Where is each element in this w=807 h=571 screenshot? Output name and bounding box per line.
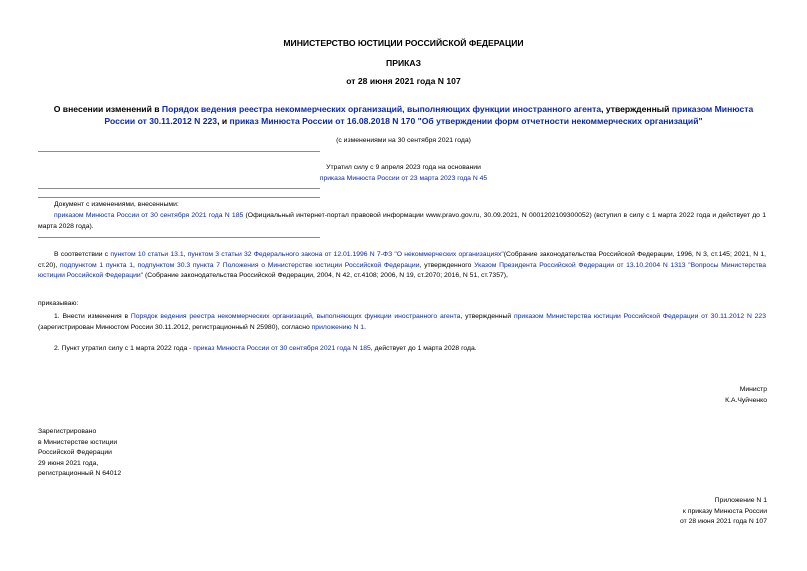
item1-text-3: (зарегистрирован Минюстом России 30.11.2012, регистрационный N 25980), согласно [38, 323, 312, 331]
basis-text-2: , [183, 251, 188, 258]
item1-link-appendix-1[interactable]: приложению N 1 [311, 323, 365, 331]
appendix-line: к приказу Минюста России [682, 507, 767, 515]
basis-paragraph [38, 250, 766, 282]
document-date-number: от 28 июня 2021 года N 107 [346, 76, 461, 86]
item2-text-2: , действует до 1 марта 2028 года. [370, 345, 477, 352]
changes-note: (с изменениями на 30 сентября 2021 года) [336, 137, 471, 144]
basis-text-4: , [133, 261, 138, 269]
expired-note: Утратил силу с 9 апреля 2023 года на основании [326, 164, 481, 171]
order-word: приказываю: [38, 300, 79, 307]
item1-text-2: , утвержденный [460, 313, 514, 320]
expired-order-link[interactable]: приказа Минюста России от 23 марта 2023 года N 45 [319, 175, 488, 182]
ministry-name: МИНИСТЕРСТВО ЮСТИЦИИ РОССИЙСКОЙ ФЕДЕРАЦИИ [283, 38, 524, 48]
title-text-1: О внесении изменений в [53, 104, 162, 114]
expired-note-link-line [0, 174, 807, 185]
registration-line: в Министерстве юстиции [38, 438, 118, 446]
divider [38, 237, 320, 238]
signature-block [725, 385, 767, 406]
title-text-3: , и [217, 115, 230, 126]
changes-body [38, 211, 766, 232]
item1-text-4: . [364, 323, 366, 331]
changes-heading: Документ с изменениями, внесенными: [54, 201, 179, 208]
appendix-header [680, 496, 767, 528]
divider [38, 188, 320, 189]
basis-link-subpoint-1[interactable]: подпунктом 1 пункта 1 [60, 261, 134, 269]
item2-link-order-185[interactable]: приказ Минюста России от 30 сентября 2021 года N 185 [193, 345, 371, 352]
order-item-1 [38, 312, 766, 333]
document-type: ПРИКАЗ [386, 58, 421, 68]
registration-line: 29 июня 2021 года, [38, 459, 99, 467]
order-item-2 [54, 344, 477, 355]
title-link-order-223[interactable]: приказом Минюста России от 30.11.2012 N 223 [104, 104, 754, 126]
registration-block [38, 427, 121, 480]
item2-text-1: 2. Пункт утратил силу с 1 марта 2022 года - [54, 345, 194, 352]
basis-link-subpoint-30-3[interactable]: подпунктом 30.3 пункта 7 Положения о Министерстве юстиции Российской Федерации [137, 261, 420, 269]
appendix-line: от 28 июня 2021 года N 107 [679, 518, 767, 526]
item1-link-order-223[interactable]: приказом Министерства юстиции Российской Федерации от 30.11.2012 N 223 [513, 313, 766, 320]
changes-order-185-link[interactable]: приказом Минюста России от 30 сентября 2021 года N 185 [54, 212, 244, 219]
title-text-2: , утвержденный [601, 104, 672, 114]
appendix-line: Приложение N 1 [714, 497, 767, 504]
basis-text-6: (Собрание законодательства Российской Федерации, 2004, N 42, ст.4108; 2006, N 19, ст.2070; 2016, N 51, ст.7357), [143, 272, 508, 280]
registration-line: Российской Федерации [38, 449, 112, 457]
document-title [40, 104, 767, 127]
title-link-order-procedure[interactable]: Порядок ведения реестра некоммерческих организаций, выполняющих функции иностранного агента [161, 104, 602, 114]
registration-line: регистрационный N 64012 [38, 470, 122, 478]
basis-text-3: (Собрание законодательства Российской Федерации, 1996, N 3, ст.145; 2021, N 1, ст.20), [38, 251, 767, 269]
divider [38, 197, 320, 198]
basis-link-art-13-1[interactable]: пунктом 10 статьи 13.1 [110, 251, 184, 258]
basis-link-law-7fz[interactable]: пунктом 3 статьи 32 Федерального закона от 12.01.1996 N 7-ФЗ "О некоммерческих организациях" [187, 251, 504, 258]
title-link-order-170[interactable]: приказ Минюста России от 16.08.2018 N 170 "Об утверждении форм отчетности некоммерческих организаций" [229, 115, 703, 126]
basis-text-1: В соответствии с [54, 251, 111, 258]
item1-link-procedure[interactable]: Порядок ведения реестра некоммерческих организаций, выполняющих функции иностранного агента [130, 313, 461, 320]
signature-position: Министр [739, 386, 767, 393]
divider [38, 151, 320, 152]
registration-line: Зарегистрировано [38, 428, 97, 435]
item1-text-1: 1. Внести изменения в [54, 313, 131, 320]
basis-link-decree-1313[interactable]: Указом Президента Российской Федерации от 13.10.2004 N 1313 "Вопросы Министерства юстиции Российской Федерации" [38, 261, 766, 280]
basis-text-5: , утвержденного [419, 261, 475, 269]
changes-body-text: (Официальный интернет-портал правовой информации www.pravo.gov.ru, 30.09.2021, N 0001202109300052) (вступил в силу с 1 марта 2022 года и действует до 1 марта 2028 года). [38, 212, 766, 230]
signature-name: К.А.Чуйченко [725, 396, 767, 404]
